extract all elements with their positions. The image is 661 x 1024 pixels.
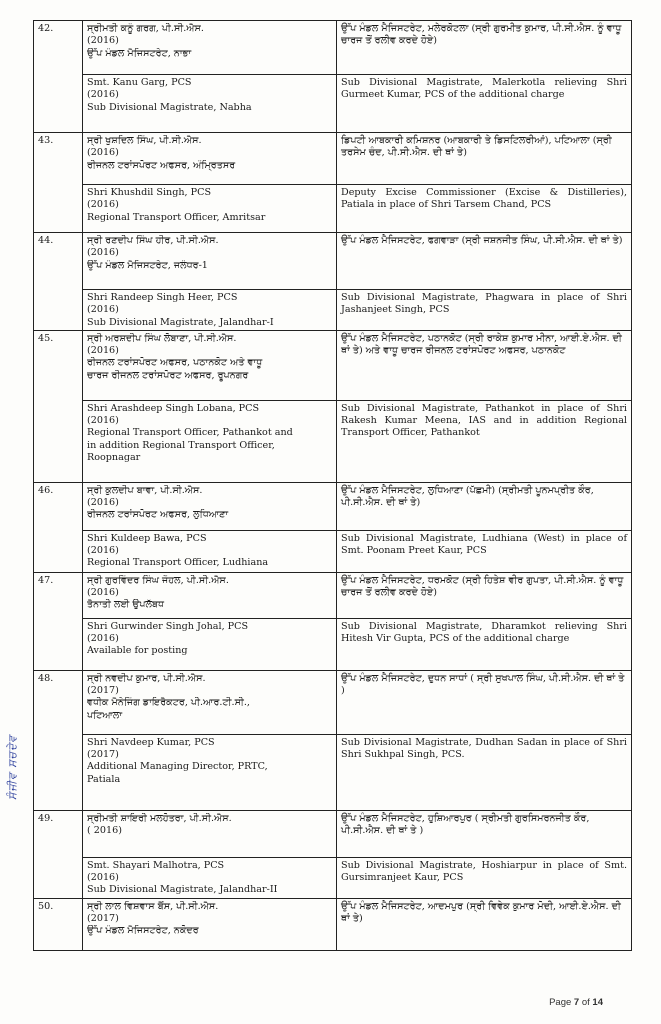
present-posting-punjabi (83, 233, 337, 290)
present-posting-line: ਵਧੀਕ ਮੈਨੇਜਿੰਗ ਡਾਇਰੈਕਟਰ, ਪੀ.ਆਰ.ਟੀ.ਸੀ., (87, 697, 250, 709)
new-posting-punjabi: ਉੱਪ ਮੰਡਲ ਮੈਜਿਸਟਰੇਟ, ਧਰਮਕੋਟ (ਸ੍ਰੀ ਹਿਤੇਸ਼ ਵੀਰ ਗੁਪਤਾ, ਪੀ.ਸੀ.ਐਸ. ਨੂੰ ਵਾਧੂ ਚਾਰਜ ਤੋਂ ਰਲੀਵ ਕਰਦੇ ਹੋਏ) (337, 572, 632, 618)
serial-number: 43. (34, 133, 83, 233)
present-posting-line: Shri Randeep Singh Heer, PCS (87, 292, 238, 303)
present-posting-punjabi (83, 133, 337, 185)
serial-number: 44. (34, 233, 83, 331)
table-row-english (34, 734, 632, 810)
page-number: 7 (573, 997, 580, 1008)
new-posting-english: Sub Divisional Magistrate, Ludhiana (West) in place of Smt. Poonam Preet Kaur, PCS (337, 530, 632, 572)
present-posting-line: Smt. Kanu Garg, PCS (87, 77, 192, 88)
present-posting-line: (2016) (87, 35, 119, 47)
present-posting-line: ਸ੍ਰੀਮਤੀ ਸ਼ਾਇਰੀ ਮਲਹੋਤਰਾ, ਪੀ.ਸੀ.ਐਸ. (87, 812, 232, 824)
present-posting-english (83, 618, 337, 670)
new-posting-english: Sub Divisional Magistrate, Dudhan Sadan in place of Shri Shri Sukhpal Singh, PCS. (337, 734, 632, 810)
present-posting-line: (2016) (87, 199, 119, 211)
serial-number: 42. (34, 21, 83, 133)
present-posting-line: ਸ੍ਰੀ ਖੁਸ਼ਦਿਲ ਸਿੰਘ, ਪੀ.ਸੀ.ਐਸ. (87, 135, 202, 146)
present-posting-punjabi (83, 21, 337, 75)
new-posting-english: Sub Divisional Magistrate, Dharamkot relieving Shri Hitesh Vir Gupta, PCS of the additional charge (337, 618, 632, 670)
new-posting-punjabi: ਉੱਪ ਮੰਡਲ ਮੈਜਿਸਟਰੇਟ, ਦੁਧਨ ਸਾਧਾਂ ( ਸ੍ਰੀ ਸੁਖਪਾਲ ਸਿੰਘ, ਪੀ.ਸੀ.ਐਸ. ਦੀ ਥਾਂ ਤੇ ) (337, 670, 632, 734)
new-posting-english: Sub Divisional Magistrate, Pathankot in place of Shri Rakesh Kumar Meena, IAS and in addition Regional Transport Officer, Pathankot (337, 400, 632, 482)
present-posting-line: ਉੱਪ ਮੰਡਲ ਮੈਜਿਸਟਰੇਟ, ਨਕੋਦਰ (87, 925, 199, 937)
present-posting-line: ਸ੍ਰੀ ਰਣਦੀਪ ਸਿੰਘ ਹੀਰ, ਪੀ.ਸੀ.ਐਸ. (87, 235, 219, 246)
new-posting-english: Sub Divisional Magistrate, Hoshiarpur in place of Smt. Gursimranjeet Kaur, PCS (337, 857, 632, 898)
serial-number: 48. (34, 670, 83, 810)
present-posting-english (83, 734, 337, 810)
present-posting-line: Shri Gurwinder Singh Johal, PCS (87, 620, 249, 632)
present-posting-line: (2016) (87, 345, 119, 357)
present-posting-line: Additional Managing Director, PRTC, (87, 761, 268, 773)
present-posting-line: Shri Navdeep Kumar, PCS (87, 736, 215, 748)
present-posting-punjabi (83, 330, 337, 400)
present-posting-line: Patiala (87, 773, 121, 785)
present-posting-line: (2016) (87, 89, 119, 101)
present-posting-english (83, 857, 337, 898)
present-posting-line: (2016) (87, 415, 119, 427)
new-posting-punjabi: ਉੱਪ ਮੰਡਲ ਮੈਜਿਸਟਰੇਟ, ਲੁਧਿਆਣਾ (ਪੱਛਮੀ) (ਸ੍ਰੀਮਤੀ ਪੂਨਮਪ੍ਰੀਤ ਕੌਰ, ਪੀ.ਸੀ.ਐਸ. ਦੀ ਥਾਂ ਤੇ) (337, 482, 632, 530)
present-posting-line: Shri Khushdil Singh, PCS (87, 187, 212, 198)
new-posting-english: Deputy Excise Commissioner (Excise & Distilleries), Patiala in place of Shri Tarsem Chand, PCS (337, 185, 632, 233)
present-posting-line: Sub Divisional Magistrate, Jalandhar-I (87, 316, 274, 328)
present-posting-punjabi (83, 810, 337, 857)
present-posting-line: (2016) (87, 497, 119, 509)
present-posting-english (83, 75, 337, 133)
margin-signature: ਸੰਜੀਵ ਸਚਦੇਵ (6, 734, 19, 800)
table-row-punjabi (34, 21, 632, 75)
present-posting-line: ਰੀਜਨਲ ਟਰਾਂਸਪੋਰਟ ਅਫਸਰ, ਲੁਧਿਆਣਾ (87, 509, 229, 521)
present-posting-line: ਪਟਿਆਲਾ (87, 709, 123, 721)
present-posting-line: ਰੀਜਨਲ ਟਰਾਂਸਪੋਰਟ ਅਫਸਰ, ਅੰਮ੍ਰਿਤਸਰ (87, 159, 236, 171)
present-posting-line: Roopnagar (87, 451, 141, 463)
serial-number: 50. (34, 898, 83, 950)
table-row-punjabi (34, 670, 632, 734)
posting-orders-table (33, 20, 632, 951)
new-posting-english: Sub Divisional Magistrate, Phagwara in place of Shri Jashanjeet Singh, PCS (337, 290, 632, 331)
present-posting-line: (2017) (87, 912, 119, 924)
present-posting-line: (2016) (87, 545, 119, 557)
present-posting-punjabi (83, 572, 337, 618)
table-row-punjabi (34, 898, 632, 950)
present-posting-line: ( 2016) (87, 825, 122, 837)
present-posting-line: Sub Divisional Magistrate, Jalandhar-II (87, 884, 278, 896)
new-posting-punjabi: ਡਿਪਟੀ ਆਬਕਾਰੀ ਕਮਿਸ਼ਨਰ (ਆਬਕਾਰੀ ਤੇ ਡਿਸਟਿਲਰੀਆਂ), ਪਟਿਆਲਾ (ਸ੍ਰੀ ਤਰਸੇਮ ਚੰਦ, ਪੀ.ਸੀ.ਐਸ. ਦੀ ਥਾਂ ਤੇ) (337, 133, 632, 185)
present-posting-line: (2016) (87, 587, 119, 599)
table-row-punjabi (34, 133, 632, 185)
present-posting-line: in addition Regional Transport Officer, (87, 439, 275, 451)
table-row-english (34, 75, 632, 133)
new-posting-punjabi: ਉੱਪ ਮੰਡਲ ਮੈਜਿਸਟਰੇਟ, ਹੁਸ਼ਿਆਰਪੁਰ ( ਸ੍ਰੀਮਤੀ ਗੁਰਸਿਮਰਨਜੀਤ ਕੌਰ, ਪੀ.ਸੀ.ਐਸ. ਦੀ ਥਾਂ ਤੇ ) (337, 810, 632, 857)
present-posting-line: Shri Kuldeep Bawa, PCS (87, 532, 207, 544)
present-posting-line: ਸ੍ਰੀ ਗੁਰਵਿੰਦਰ ਸਿੰਘ ਜੌਹਲ, ਪੀ.ਸੀ.ਐਸ. (87, 574, 229, 586)
present-posting-line: Regional Transport Officer, Amritsar (87, 211, 266, 223)
present-posting-line: (2016) (87, 872, 119, 884)
present-posting-line: (2017) (87, 685, 119, 697)
new-posting-punjabi: ਉੱਪ ਮੰਡਲ ਮੈਜਿਸਟਰੇਟ, ਪਠਾਨਕੋਟ (ਸ੍ਰੀ ਰਾਕੇਸ਼ ਕੁਮਾਰ ਮੀਨਾ, ਆਈ.ਏ.ਐਸ. ਦੀ ਥਾਂ ਤੇ) ਅਤੇ ਵਾਧੂ ਚਾਰਜ ਰੀਜਨਲ ਟਰਾਂਸਪੋਰਟ ਅਫਸਰ, ਪਠਾਨਕੋਟ (337, 330, 632, 400)
present-posting-line: ਸ੍ਰੀ ਅਰਸ਼ਦੀਪ ਸਿੰਘ ਲੋਬਾਣਾ, ਪੀ.ਸੀ.ਐਸ. (87, 332, 237, 344)
table-row-english (34, 857, 632, 898)
present-posting-line: Smt. Shayari Malhotra, PCS (87, 859, 225, 871)
page-total: 14 (592, 997, 603, 1008)
present-posting-line: ਤੈਨਾਤੀ ਲਈ ਉਪਲੱਬਧ (87, 599, 165, 611)
present-posting-line: (2016) (87, 247, 119, 259)
present-posting-line: (2016) (87, 147, 119, 159)
new-posting-punjabi: ਉੱਪ ਮੰਡਲ ਮੈਜਿਸਟਰੇਟ, ਫਗਵਾੜਾ (ਸ੍ਰੀ ਜਸ਼ਨਜੀਤ ਸਿੰਘ, ਪੀ.ਸੀ.ਐਸ. ਦੀ ਥਾਂ ਤੇ) (337, 233, 632, 290)
table-body (34, 21, 632, 951)
table-row-english (34, 618, 632, 670)
present-posting-english (83, 290, 337, 331)
serial-number: 49. (34, 810, 83, 898)
present-posting-english (83, 185, 337, 233)
table-row-english (34, 185, 632, 233)
table-row-english (34, 530, 632, 572)
present-posting-line: ਸ੍ਰੀ ਨਵਦੀਪ ਕੁਮਾਰ, ਪੀ.ਸੀ.ਐਸ. (87, 672, 206, 684)
present-posting-line: (2016) (87, 633, 119, 645)
present-posting-punjabi (83, 898, 337, 950)
new-posting-punjabi: ਉੱਪ ਮੰਡਲ ਮੈਜਿਸਟਰੇਟ, ਮਲੇਰਕੋਟਲਾ (ਸ੍ਰੀ ਗੁਰਮੀਤ ਕੁਮਾਰ, ਪੀ.ਸੀ.ਐਸ. ਨੂੰ ਵਾਧੂ ਚਾਰਜ ਤੋਂ ਰਲੀਵ ਕਰਦੇ ਹੋਏ) (337, 21, 632, 75)
present-posting-line: ਸ੍ਰੀ ਲਾਲ ਵਿਸ਼ਵਾਸ ਬੈਂਸ, ਪੀ.ਸੀ.ਐਸ. (87, 900, 219, 912)
table-row-english (34, 400, 632, 482)
present-posting-line: Shri Arashdeep Singh Lobana, PCS (87, 402, 260, 414)
new-posting-punjabi: ਉੱਪ ਮੰਡਲ ਮੈਜਿਸਟਰੇਟ, ਆਦਮਪੁਰ (ਸ੍ਰੀ ਵਿਵੇਕ ਕੁਮਾਰ ਮੋਦੀ, ਆਈ.ਏ.ਐਸ. ਦੀ ਥਾਂ ਤੇ) (337, 898, 632, 950)
present-posting-line: ਸ੍ਰੀਮਤੀ ਕਨੂੰ ਗਰਗ, ਪੀ.ਸੀ.ਐਸ. (87, 23, 204, 34)
table-row-punjabi (34, 482, 632, 530)
present-posting-line: ਉੱਪ ਮੰਡਲ ਮੈਜਿਸਟਰੇਟ, ਨਾਭਾ (87, 47, 192, 59)
table-row-punjabi (34, 330, 632, 400)
table-row-english (34, 290, 632, 331)
serial-number: 47. (34, 572, 83, 670)
serial-number: 45. (34, 330, 83, 482)
table-row-punjabi (34, 233, 632, 290)
present-posting-english (83, 530, 337, 572)
present-posting-punjabi (83, 482, 337, 530)
new-posting-english: Sub Divisional Magistrate, Malerkotla relieving Shri Gurmeet Kumar, PCS of the additional charge (337, 75, 632, 133)
table-row-punjabi (34, 810, 632, 857)
serial-number: 46. (34, 482, 83, 572)
present-posting-line: (2016) (87, 304, 119, 316)
present-posting-line: ਉੱਪ ਮੰਡਲ ਮੈਜਿਸਟਰੇਟ, ਜਲੰਧਰ-1 (87, 259, 208, 271)
present-posting-line: ਰੀਜਨਲ ਟਰਾਂਸਪੋਰਟ ਅਫਸਰ, ਪਠਾਨਕੋਟ ਅਤੇ ਵਾਧੂ (87, 357, 263, 369)
table-row-punjabi (34, 572, 632, 618)
present-posting-line: ਚਾਰਜ ਰੀਜਨਲ ਟਰਾਂਸਪੋਰਟ ਅਫਸਰ, ਰੂਪਨਗਰ (87, 369, 249, 381)
page-footer (549, 997, 603, 1008)
present-posting-line: (2017) (87, 749, 119, 761)
present-posting-line: Sub Divisional Magistrate, Nabha (87, 101, 252, 113)
present-posting-line: ਸ੍ਰੀ ਕੁਲਦੀਪ ਬਾਵਾ, ਪੀ.ਸੀ.ਐਸ. (87, 484, 203, 496)
present-posting-punjabi (83, 670, 337, 734)
present-posting-line: Available for posting (87, 645, 188, 657)
present-posting-english (83, 400, 337, 482)
of-label: of (581, 997, 590, 1008)
present-posting-line: Regional Transport Officer, Ludhiana (87, 557, 269, 569)
present-posting-line: Regional Transport Officer, Pathankot and (87, 427, 293, 439)
page-label: Page (549, 997, 572, 1008)
